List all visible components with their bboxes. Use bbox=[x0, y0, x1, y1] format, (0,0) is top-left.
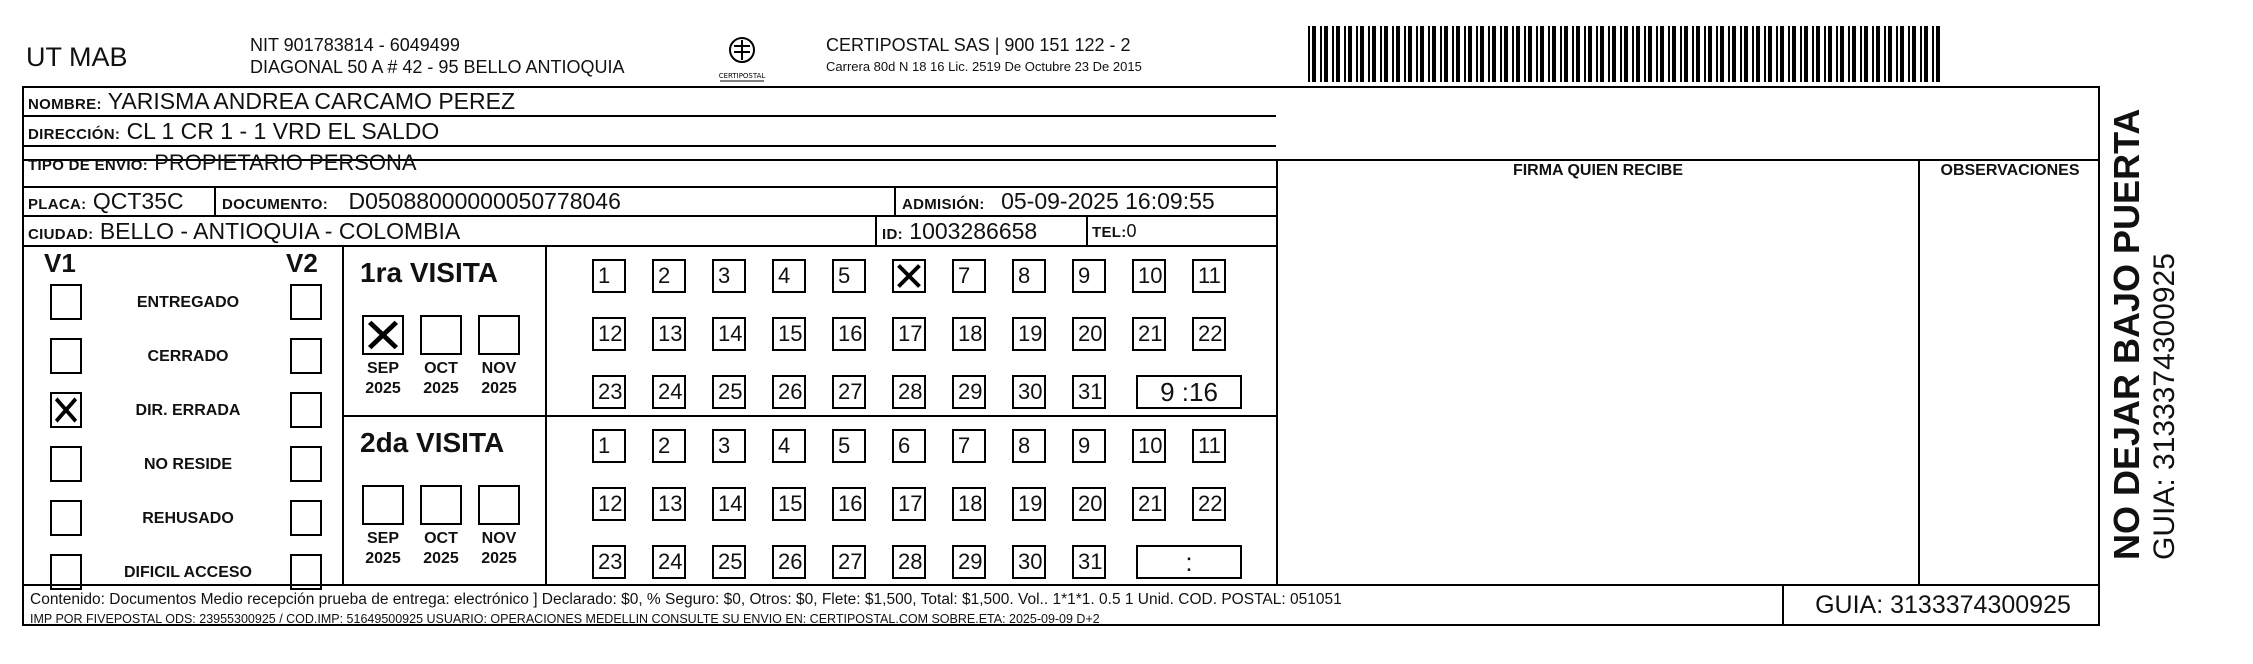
day-box[interactable]: 20 bbox=[1072, 317, 1106, 351]
day-box[interactable]: 16 bbox=[832, 487, 866, 521]
day-box[interactable]: 20 bbox=[1072, 487, 1106, 521]
v1-checkbox[interactable] bbox=[50, 554, 82, 590]
day-box[interactable]: 9 bbox=[1072, 259, 1106, 293]
day-box[interactable]: 28 bbox=[892, 545, 926, 579]
month-checkbox[interactable] bbox=[362, 485, 404, 525]
plate-value: QCT35C bbox=[92, 188, 184, 214]
logo-text: CERTIPOSTAL bbox=[718, 72, 766, 80]
day-box[interactable]: 3 bbox=[712, 259, 746, 293]
type-label: TIPO DE ENVIO: bbox=[28, 157, 149, 174]
month-label: OCT 2025 bbox=[423, 530, 459, 567]
day-box[interactable]: 22 bbox=[1192, 487, 1226, 521]
day-box[interactable]: 27 bbox=[832, 545, 866, 579]
month-checkbox[interactable] bbox=[478, 485, 520, 525]
v2-checkbox[interactable] bbox=[290, 338, 322, 374]
v1-header: V1 bbox=[44, 248, 76, 278]
visit-title: 2da VISITA bbox=[360, 427, 505, 458]
signature-header: FIRMA QUIEN RECIBE bbox=[1512, 162, 1684, 179]
v2-checkbox[interactable] bbox=[290, 500, 322, 536]
v2-checkbox[interactable] bbox=[290, 554, 322, 590]
admission-label: ADMISIÓN: bbox=[902, 196, 985, 213]
status-label: REHUSADO bbox=[142, 510, 234, 527]
time-box[interactable]: 9 :16 bbox=[1136, 375, 1242, 409]
day-box[interactable]: 10 bbox=[1132, 429, 1166, 463]
day-box[interactable]: 1 bbox=[592, 429, 626, 463]
v1-checkbox[interactable] bbox=[50, 446, 82, 482]
month-checkbox[interactable] bbox=[362, 315, 404, 355]
month-label: OCT 2025 bbox=[423, 360, 459, 397]
day-box[interactable]: 2 bbox=[652, 259, 686, 293]
day-box[interactable]: 13 bbox=[652, 317, 686, 351]
day-box[interactable]: 3 bbox=[712, 429, 746, 463]
side-warning: NO DEJAR BAJO PUERTA bbox=[2106, 108, 2147, 560]
document-value: D05088000000050778046 bbox=[348, 188, 621, 214]
day-box[interactable]: 11 bbox=[1192, 429, 1226, 463]
id-label: ID: bbox=[882, 226, 903, 243]
day-box[interactable]: 30 bbox=[1012, 545, 1046, 579]
day-box[interactable]: 25 bbox=[712, 545, 746, 579]
time-box[interactable]: : bbox=[1136, 545, 1242, 579]
tel-value: 0 bbox=[1126, 221, 1137, 241]
v2-header: V2 bbox=[286, 248, 318, 278]
certipostal-logo bbox=[712, 30, 772, 86]
day-box[interactable]: 15 bbox=[772, 317, 806, 351]
sender-nit: NIT 901783814 - 6049499 bbox=[250, 35, 460, 55]
day-box[interactable]: 23 bbox=[592, 545, 626, 579]
month-checkbox[interactable] bbox=[420, 315, 462, 355]
plate-label: PLACA: bbox=[28, 196, 87, 213]
sender-address: DIAGONAL 50 A # 42 - 95 BELLO ANTIOQUIA bbox=[250, 57, 625, 77]
name-label: NOMBRE: bbox=[28, 96, 102, 113]
day-box[interactable]: 30 bbox=[1012, 375, 1046, 409]
month-checkbox[interactable] bbox=[420, 485, 462, 525]
footer-print-info: IMP POR FIVEPOSTAL ODS: 23955300925 / COD.IMP: 51649500925 USUARIO: OPERACIONES MEDELLIN CONSULTE SU ENVIO EN: CERTIPOSTAL.COM SOBRE.ETA: 2025-09-09 D+2 bbox=[30, 612, 1100, 626]
day-box[interactable]: 1 bbox=[592, 259, 626, 293]
id-cell bbox=[882, 218, 1037, 245]
footer-content: Contenido: Documentos Medio recepción prueba de entrega: electrónico ] Declarado: $0, % Seguro: $0, Otros: $0, Flete: $1,500, Total: $1,500. Vol.. 1*1*1. 0.5 1 Unid. COD. POSTAL: 051051 bbox=[30, 591, 1342, 608]
visit-title: 1ra VISITA bbox=[360, 257, 498, 288]
address-label: DIRECCIÓN: bbox=[28, 126, 121, 143]
day-box[interactable]: 17 bbox=[892, 487, 926, 521]
day-box[interactable]: 22 bbox=[1192, 317, 1226, 351]
courier-info bbox=[826, 34, 1142, 78]
day-box[interactable]: 24 bbox=[652, 375, 686, 409]
day-box[interactable]: 15 bbox=[772, 487, 806, 521]
v1-checkbox[interactable] bbox=[50, 338, 82, 374]
document-cell bbox=[222, 188, 621, 215]
admission-cell bbox=[902, 188, 1215, 215]
sender-info bbox=[250, 34, 625, 78]
city-cell bbox=[28, 218, 460, 245]
footer-guia: GUIA: 3133374300925 bbox=[1782, 584, 2102, 626]
tel-label: TEL: bbox=[1092, 224, 1127, 241]
day-box[interactable]: 19 bbox=[1012, 317, 1046, 351]
day-box[interactable]: 8 bbox=[1012, 429, 1046, 463]
status-label: DIR. ERRADA bbox=[135, 402, 241, 419]
signature-area[interactable] bbox=[1278, 186, 1918, 584]
shipment-type: PROPIETARIO PERSONA bbox=[154, 150, 417, 175]
status-label: NO RESIDE bbox=[143, 456, 232, 473]
day-box[interactable]: 12 bbox=[592, 317, 626, 351]
day-box[interactable]: 21 bbox=[1132, 317, 1166, 351]
recipient-name: YARISMA ANDREA CARCAMO PEREZ bbox=[107, 88, 516, 114]
side-guia: GUIA: 3133374300925 bbox=[2148, 253, 2181, 560]
day-box[interactable]: 7 bbox=[952, 429, 986, 463]
type-row bbox=[28, 150, 417, 176]
v1-checkbox[interactable] bbox=[50, 500, 82, 536]
side-notice bbox=[2106, 109, 2182, 560]
name-row bbox=[28, 88, 515, 115]
day-box[interactable]: 7 bbox=[952, 259, 986, 293]
city-label: CIUDAD: bbox=[28, 226, 94, 243]
status-label: ENTREGADO bbox=[136, 294, 240, 311]
month-label: NOV 2025 bbox=[481, 360, 517, 397]
day-box[interactable]: 4 bbox=[772, 259, 806, 293]
day-box[interactable]: 14 bbox=[712, 487, 746, 521]
observations-area[interactable] bbox=[1920, 186, 2100, 584]
recipient-address: CL 1 CR 1 - 1 VRD EL SALDO bbox=[126, 118, 440, 144]
plate-cell bbox=[28, 188, 184, 215]
document-label: DOCUMENTO: bbox=[222, 196, 329, 213]
day-box[interactable]: 18 bbox=[952, 487, 986, 521]
day-box[interactable]: 19 bbox=[1012, 487, 1046, 521]
status-label: DIFICIL ACCESO bbox=[123, 564, 252, 581]
day-box[interactable]: 17 bbox=[892, 317, 926, 351]
month-label: NOV 2025 bbox=[481, 530, 517, 567]
v1-checkbox[interactable] bbox=[50, 392, 82, 428]
courier-detail: Carrera 80d N 18 16 Lic. 2519 De Octubre 23 De 2015 bbox=[826, 59, 1142, 74]
day-box[interactable]: 5 bbox=[832, 429, 866, 463]
day-box[interactable]: 2 bbox=[652, 429, 686, 463]
month-label: SEP 2025 bbox=[365, 360, 401, 397]
day-box[interactable]: 24 bbox=[652, 545, 686, 579]
month-label: SEP 2025 bbox=[365, 530, 401, 567]
sender-name: UT MAB bbox=[26, 42, 128, 72]
day-box[interactable]: 18 bbox=[952, 317, 986, 351]
day-box[interactable]: 31 bbox=[1072, 545, 1106, 579]
day-box[interactable]: 5 bbox=[832, 259, 866, 293]
day-box[interactable]: 6 bbox=[892, 429, 926, 463]
v2-checkbox[interactable] bbox=[290, 446, 322, 482]
tel-cell bbox=[1092, 221, 1137, 242]
day-box[interactable]: 25 bbox=[712, 375, 746, 409]
day-box[interactable]: 14 bbox=[712, 317, 746, 351]
courier-name: CERTIPOSTAL SAS | 900 151 122 - 2 bbox=[826, 35, 1131, 55]
day-box[interactable]: 11 bbox=[1192, 259, 1226, 293]
day-box[interactable]: 13 bbox=[652, 487, 686, 521]
city-value: BELLO - ANTIOQUIA - COLOMBIA bbox=[99, 218, 461, 244]
day-box[interactable]: 16 bbox=[832, 317, 866, 351]
day-box[interactable]: 29 bbox=[952, 375, 986, 409]
day-box[interactable]: 26 bbox=[772, 375, 806, 409]
day-box[interactable]: 4 bbox=[772, 429, 806, 463]
observations-header: OBSERVACIONES bbox=[1940, 162, 2080, 179]
month-checkbox[interactable] bbox=[478, 315, 520, 355]
v2-checkbox[interactable] bbox=[290, 392, 322, 428]
day-box[interactable]: 21 bbox=[1132, 487, 1166, 521]
day-box[interactable]: 31 bbox=[1072, 375, 1106, 409]
day-box[interactable]: 28 bbox=[892, 375, 926, 409]
day-box[interactable]: 9 bbox=[1072, 429, 1106, 463]
day-box[interactable]: 27 bbox=[832, 375, 866, 409]
address-row bbox=[28, 118, 439, 145]
id-value: 1003286658 bbox=[909, 218, 1038, 244]
status-label: CERRADO bbox=[147, 348, 229, 365]
v1-checkbox[interactable] bbox=[50, 284, 82, 320]
day-box[interactable]: 12 bbox=[592, 487, 626, 521]
day-box[interactable]: 23 bbox=[592, 375, 626, 409]
day-box[interactable]: 29 bbox=[952, 545, 986, 579]
day-box[interactable]: 26 bbox=[772, 545, 806, 579]
day-box[interactable]: 10 bbox=[1132, 259, 1166, 293]
day-box[interactable]: 8 bbox=[1012, 259, 1046, 293]
v2-checkbox[interactable] bbox=[290, 284, 322, 320]
day-box[interactable] bbox=[892, 259, 926, 293]
barcode bbox=[1308, 26, 1944, 82]
admission-value: 05-09-2025 16:09:55 bbox=[1001, 188, 1215, 214]
